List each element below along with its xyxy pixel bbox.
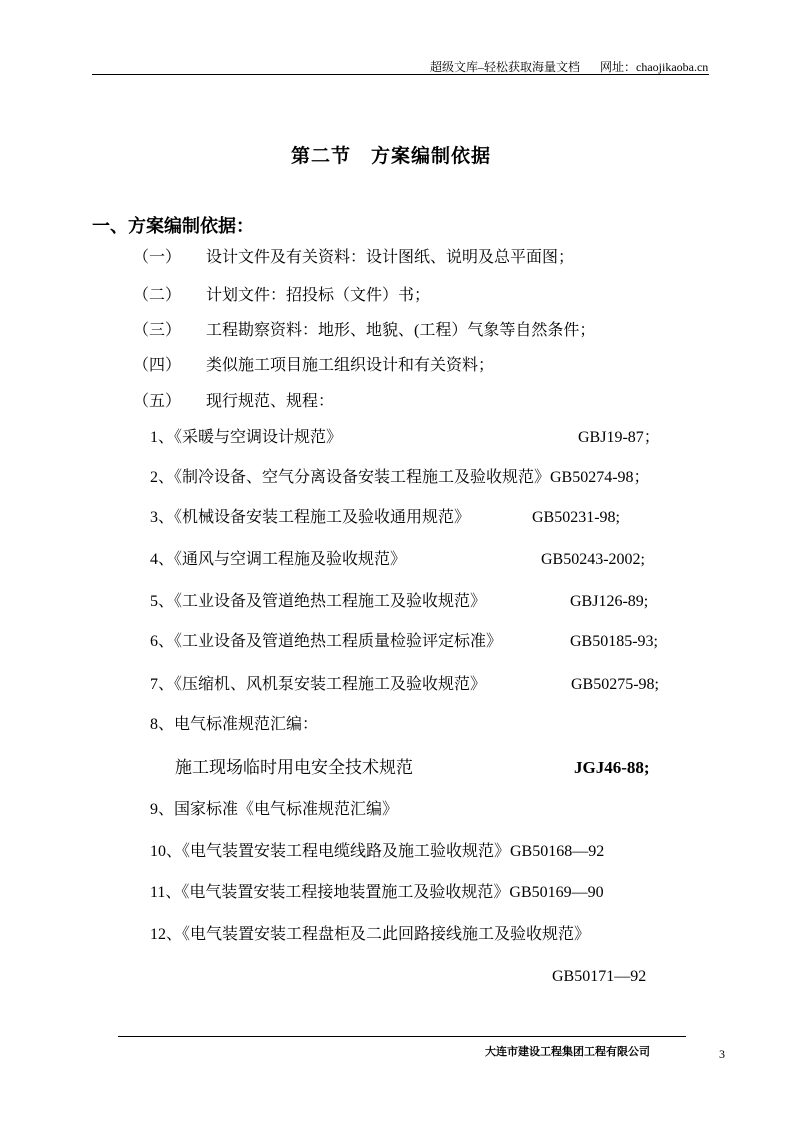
- sub-item-number: （五）: [133, 393, 182, 410]
- standard-name: 2、《制冷设备、空气分离设备安装工程施工及验收规范》GB50274-98；: [150, 469, 650, 486]
- footer-divider: [118, 1036, 686, 1037]
- footer-company: 大连市建设工程集团工程有限公司: [485, 1045, 650, 1058]
- sub-item-text: 计划文件：招投标（文件）书；: [206, 287, 431, 304]
- header-divider: [92, 74, 709, 75]
- sub-item-number: （二）: [133, 287, 182, 304]
- page-number: 3: [719, 1047, 725, 1061]
- header-site-name: 超级文库–轻松获取海量文档: [430, 60, 581, 74]
- header-url: 网址：chaojikaoba.cn: [600, 60, 709, 74]
- standard-code: GB50171—92: [552, 968, 647, 985]
- sub-item-text: 设计文件及有关资料：设计图纸、说明及总平面图；: [206, 249, 575, 266]
- standard-name: 7、《压缩机、风机泵安装工程施工及验收规范》: [150, 676, 487, 693]
- sub-item-number: （四）: [133, 357, 182, 374]
- standard-code: GBJ19-87；: [578, 429, 660, 446]
- standard-code: GBJ126-89;: [570, 593, 649, 610]
- standard-name: 5、《工业设备及管道绝热工程施工及验收规范》: [150, 593, 487, 610]
- standard-name: 9、国家标准《电气标准规范汇编》: [150, 801, 399, 818]
- standard-name: 施工现场临时用电安全技术规范: [175, 758, 413, 777]
- standard-name: 6、《工业设备及管道绝热工程质量检验评定标准》: [150, 633, 503, 650]
- standard-name: 12、《电气装置安装工程盘柜及二此回路接线施工及验收规范》: [150, 926, 591, 943]
- section-heading: 一、方案编制依据：: [92, 216, 254, 236]
- standard-code: GB50243-2002;: [541, 551, 645, 568]
- standard-name: 10、《电气装置安装工程电缆线路及施工验收规范》GB50168—92: [150, 843, 605, 860]
- standard-code: GB50231-98;: [532, 509, 620, 526]
- sub-item-text: 类似施工项目施工组织设计和有关资料；: [206, 357, 495, 374]
- standard-name: 3、《机械设备安装工程施工及验收通用规范》: [150, 509, 471, 526]
- sub-item-text: 工程勘察资料：地形、地貌、(工程）气象等自然条件；: [206, 322, 596, 339]
- standard-name: 1、《采暖与空调设计规范》: [150, 429, 343, 446]
- standard-code: JGJ46-88;: [574, 758, 650, 777]
- standard-code: GB50275-98;: [571, 676, 659, 693]
- standard-code: GB50185-93;: [570, 633, 658, 650]
- sub-item-text: 现行规范、规程：: [206, 393, 335, 410]
- section-title: 第二节 方案编制依据: [291, 146, 492, 167]
- sub-item-number: （三）: [133, 322, 182, 339]
- standard-name: 4、《通风与空调工程施及验收规范》: [150, 551, 407, 568]
- sub-item-number: （一）: [133, 249, 182, 266]
- standard-name: 11、《电气装置安装工程接地装置施工及验收规范》GB50169—90: [150, 884, 604, 901]
- standard-name: 8、电气标准规范汇编：: [150, 716, 319, 733]
